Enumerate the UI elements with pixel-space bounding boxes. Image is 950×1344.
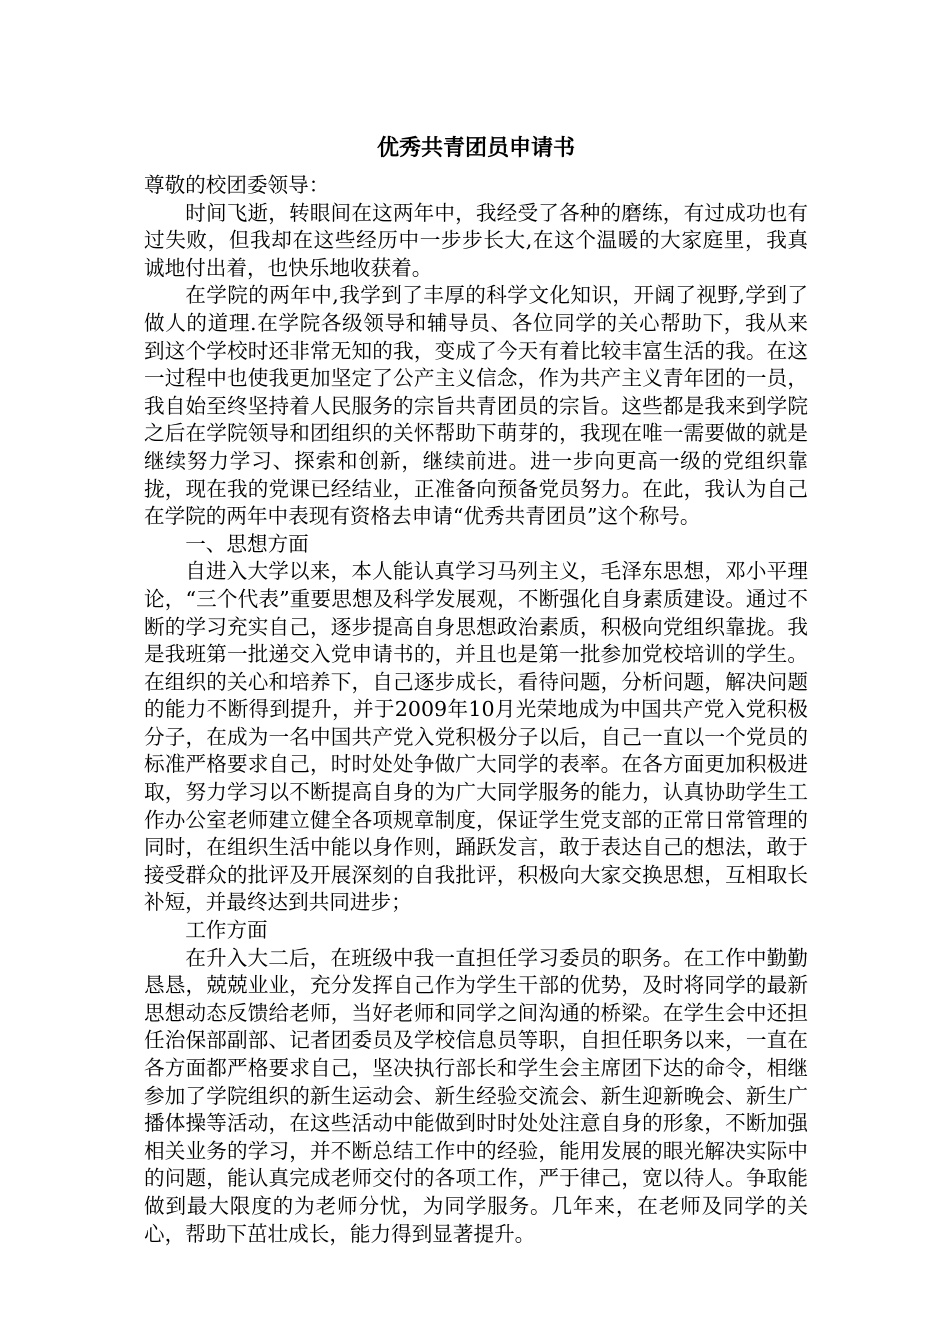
document-page xyxy=(144,130,808,1248)
document-title: 优秀共青团员申请书 xyxy=(376,136,575,161)
paragraph-intro: 时间飞逝，转眼间在这两年中，我经受了各种的磨练，有过成功也有过失败，但我却在这些经历中一步步长大,在这个温暖的大家庭里，我真诚地付出着，也快乐地收获着。 xyxy=(144,200,808,280)
section-heading-thought: 一、思想方面 xyxy=(185,531,309,556)
section-heading-work: 工作方面 xyxy=(185,918,268,943)
paragraph-college-years: 在学院的两年中,我学到了丰厚的科学文化知识，开阔了视野,学到了做人的道理.在学院各级领导和辅导员、各位同学的关心帮助下，我从来到这个学校时还非常无知的我，变成了今天有着比较丰富生活的我。在这一过程中也使我更加坚定了公产主义信念，作为共产主义青年团的一员，我自始至终坚持着人民服务的宗旨共青团员的宗旨。这些都是我来到学院之后在学院领导和团组织的关怀帮助下萌芽的，我现在唯一需要做的就是继续努力学习、探索和创新，继续前进。进一步向更高一级的党组织靠拢，现在我的党课已经结业，正准备向预备党员努力。在此，我认为自己在学院的两年中表现有资格去申请“优秀共青团员”这个称号。 xyxy=(144,283,808,529)
paragraph-thought: 自进入大学以来，本人能认真学习马列主义，毛泽东思想，邓小平理论，“三个代表”重要思想及科学发展观，不断强化自身素质建设。通过不断的学习充实自己，逐步提高自身思想政治素质，积极向党组织靠拢。我是我班第一批递交入党申请书的，并且也是第一批参加党校培训的学生。在组织的关心和培养下，自己逐步成长，看待问题，分析问题，解决问题的能力不断得到提升，并于2009年10月光荣地成为中国共产党入党积极分子，在成为一名中国共产党入党积极分子以后，自己一直以一个党员的标准严格要求自己，时时处处争做广大同学的表率。在各方面更加积极进取，努力学习以不断提高自身的为广大同学服务的能力，认真协助学生工作办公室老师建立健全各项规章制度，保证学生党支部的正常日常管理的同时，在组织生活中能以身作则，踊跃发言，敢于表达自己的想法，敢于接受群众的批评及开展深刻的自我批评，积极向大家交换思想，互相取长补短，并最终达到共同进步； xyxy=(144,559,808,915)
salutation: 尊敬的校团委领导： xyxy=(144,173,330,197)
paragraph-work: 在升入大二后，在班级中我一直担任学习委员的职务。在工作中勤勤恳恳，兢兢业业，充分发挥自己作为学生干部的优势，及时将同学的最新思想动态反馈给老师，当好老师和同学之间沟通的桥梁。在学生会中还担任治保部副部、记者团委员及学校信息员等职，自担任职务以来，一直在各方面都严格要求自己，坚决执行部长和学生会主席团下达的命令，相继参加了学院组织的新生运动会、新生经验交流会、新生迎新晚会、新生广播体操等活动，在这些活动中能做到时时处处注意自身的形象，不断加强相关业务的学习，并不断总结工作中的经验，能用发展的眼光解决实际中的问题，能认真完成老师交付的各项工作，严于律己，宽以待人。争取能做到最大限度的为老师分忧，为同学服务。几年来，在老师及同学的关心，帮助下茁壮成长，能力得到显著提升。 xyxy=(144,945,808,1246)
